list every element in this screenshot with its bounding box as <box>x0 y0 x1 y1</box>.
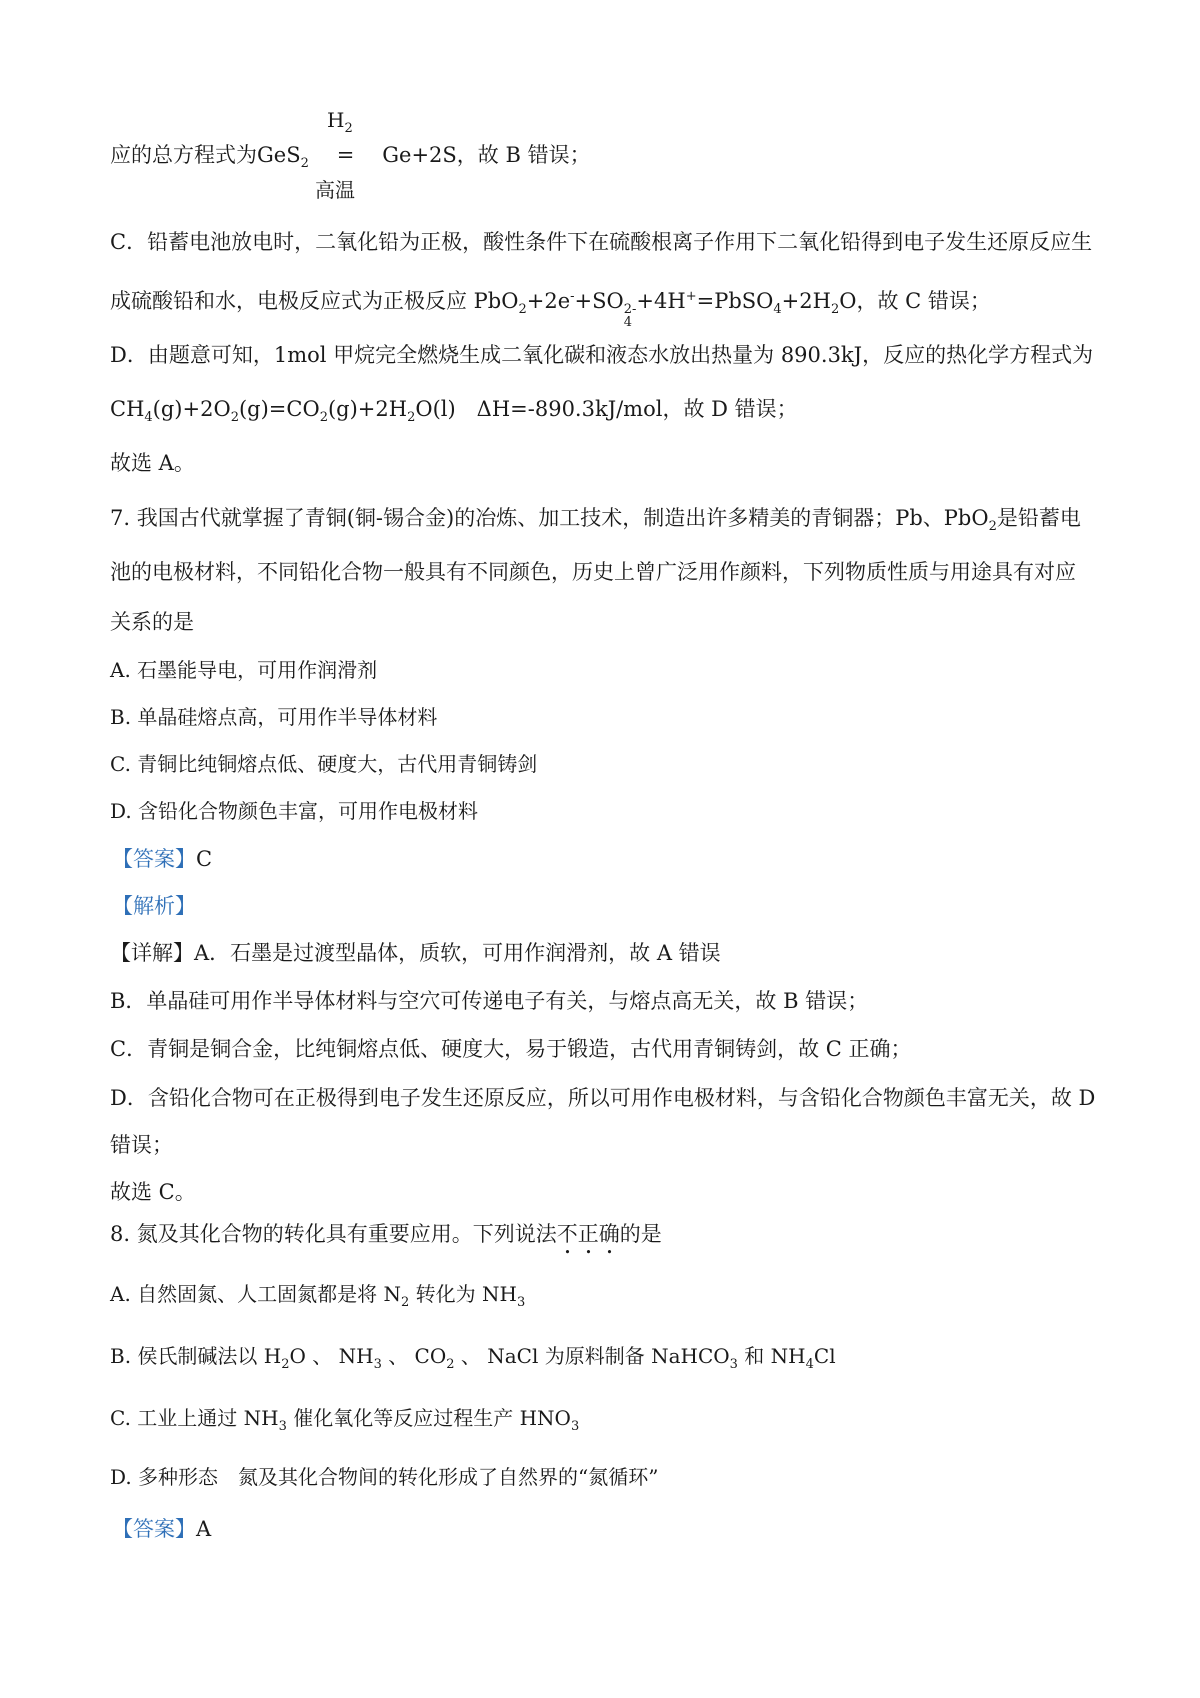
option-a: A. 自然固氮、人工固氮都是将 $N_2$ 转化为 $NH_3$ <box>110 1282 526 1310</box>
answer-line: 【答案】A <box>112 1517 212 1541</box>
text-line: 故选 C。 <box>110 1180 196 1204</box>
text-line: 故选 A。 <box>110 451 195 475</box>
text-line: D．由题意可知，1mol 甲烷完全燃烧生成二氧化碳和液态水放出热量为 890.3kJ，反应的热化学方程式为 <box>110 343 1094 367</box>
option-b: B. 侯氏制碱法以 $H_2O$ 、 $NH_3$ 、 $CO_2$ 、 NaCl 为原料制备 NaHCO$_3$ 和 $NH_4Cl$ <box>110 1344 836 1372</box>
option-d: D. 多种形态 氮及其化合物间的转化形成了自然界的“氮循环” <box>110 1465 659 1489</box>
answer-line: 【答案】C <box>112 847 213 871</box>
detail-tag: 【详解】 <box>110 941 194 965</box>
question-8-stem: 8. 氮及其化合物的转化具有重要应用。下列说法不正确的是 <box>110 1222 662 1246</box>
text-line: 错误； <box>110 1133 173 1157</box>
reaction-condition-under: 高温 <box>315 178 355 202</box>
text-line: C．青铜是铜合金，比纯铜熔点低、硬度大，易于锻造，古代用青铜铸剑，故 C 正确； <box>110 1037 912 1061</box>
analysis-tag: 【解析】 <box>112 894 196 918</box>
option-d: D. 含铅化合物颜色丰富，可用作电极材料 <box>110 799 479 823</box>
text-line: D．含铅化合物可在正极得到电子发生还原反应，所以可用作电极材料，与含铅化合物颜色丰富无关，故 D <box>110 1086 1096 1110</box>
text-line: 成硫酸铅和水，电极反应式为正极反应 PbO$_2$+2e-+SO 2- 4 $+4H^+=PbSO_4+2H_2O$，故 C 错误； <box>110 289 991 330</box>
detail-line: 【详解】A．石墨是过渡型晶体，质软，可用作润滑剂，故 A 错误 <box>110 941 721 965</box>
text-line: 关系的是 <box>110 610 194 634</box>
text-line: B．单晶硅可用作半导体材料与空穴可传递电子有关，与熔点高无关，故 B 错误； <box>110 989 869 1013</box>
answer-tag: 【答案】 <box>112 847 196 871</box>
option-c: C. 工业上通过 $NH_3$ 催化氧化等反应过程生产 $HNO_3$ <box>110 1406 580 1434</box>
text-line: $CH_4(g)+2O_2(g)=CO_2(g)+2H_2O(l)$ ΔH=-890.3kJ/mol，故 D 错误； <box>110 397 798 426</box>
question-7-stem: 7. 我国古代就掌握了青铜(铜-锡合金)的冶炼、加工技术，制造出许多精美的青铜器；Pb、PbO$_2$是铅蓄电 <box>110 506 1081 535</box>
text-line: C．铅蓄电池放电时，二氧化铅为正极，酸性条件下在硫酸根离子作用下二氧化铅得到电子发生还原反应生 <box>110 230 1093 254</box>
option-b: B. 单晶硅熔点高，可用作半导体材料 <box>110 705 438 729</box>
reaction-condition-over: $H_2$ <box>327 108 353 136</box>
emphasis-text: 不正确 <box>556 1222 620 1246</box>
text-line: 应的总方程式为GeS$_2$ = Ge+2S，故 B 错误； <box>110 143 591 172</box>
option-c: C. 青铜比纯铜熔点低、硬度大，古代用青铜铸剑 <box>110 752 538 776</box>
answer-tag: 【答案】 <box>112 1517 196 1541</box>
option-a: A. 石墨能导电，可用作润滑剂 <box>110 658 378 682</box>
text-line: 池的电极材料，不同铅化合物一般具有不同颜色，历史上曾广泛用作颜料，下列物质性质与用途具有对应 <box>110 560 1076 584</box>
